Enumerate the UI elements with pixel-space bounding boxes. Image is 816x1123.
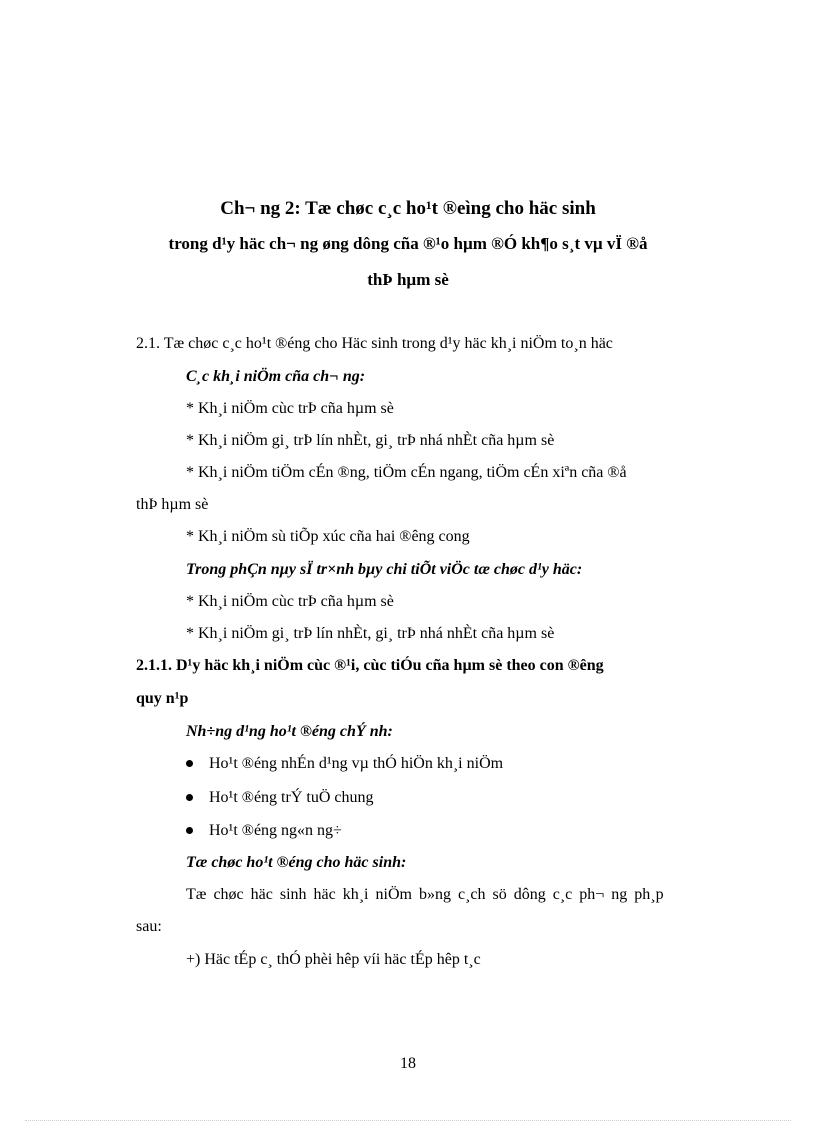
page-number: 18 <box>400 1055 416 1072</box>
detail-item: * Kh¸i niÖm gi¸ trÞ lín nhÈt, gi¸ trÞ nhá nhÈt cña hµm sè <box>186 625 555 642</box>
bullet-dot-icon <box>186 827 193 834</box>
concepts-heading: C¸c kh¸i niÖm cña ch¬ ng: <box>186 368 366 385</box>
footer-divider <box>25 1120 791 1121</box>
activity-bullet-item <box>186 755 503 773</box>
activity-text: Ho¹t ®éng nhÉn d¹ng vµ thÓ hiÖn kh¸i niÖm <box>209 755 504 772</box>
organize-paragraph-continuation: sau: <box>136 918 162 935</box>
learning-method-line: +) Häc tÉp c¸ thÓ phèi hêp víi häc tÉp hêp t¸c <box>186 951 481 968</box>
section-2-1-heading: 2.1. Tæ chøc c¸c ho¹t ®éng cho Häc sinh trong d¹y häc kh¸i niÖm to¸n häc <box>136 335 613 352</box>
organize-paragraph: Tæ chøc häc sinh häc kh¸i niÖm b»ng c¸ch sö dông c¸c ph¬ ng ph¸p <box>186 886 664 903</box>
organize-heading: Tæ chøc ho¹t ®éng cho häc sinh: <box>186 854 407 871</box>
activities-heading: Nh÷ng d¹ng ho¹t ®éng chÝ nh: <box>186 723 393 740</box>
activity-text: Ho¹t ®éng trÝ tuÖ chung <box>209 789 374 806</box>
section-2-1-1-heading: 2.1.1. D¹y häc kh¸i niÖm cùc ®¹i, cùc tiÓu cña hµm sè theo con ®êng <box>136 657 604 674</box>
concept-item: * Kh¸i niÖm sù tiÕp xúc cña hai ®êng cong <box>186 528 470 545</box>
activity-bullet-item <box>186 789 373 807</box>
detail-item: * Kh¸i niÖm cùc trÞ cña hµm sè <box>186 593 394 610</box>
chapter-title-line-3: thÞ hµm sè <box>367 270 449 289</box>
activity-text: Ho¹t ®éng ng«n ng÷ <box>209 822 342 839</box>
bullet-dot-icon <box>186 794 193 801</box>
chapter-title-line-1: Ch¬ ng 2: Tæ chøc c¸c ho¹t ®eìng cho häc sinh <box>220 198 596 219</box>
section-2-1-1-heading-continuation: quy n¹p <box>136 690 189 707</box>
concept-item: * Kh¸i niÖm tiÖm cÉn ®ng, tiÖm cÉn ngang, tiÖm cÉn xiªn cña ®å <box>186 464 627 481</box>
bullet-dot-icon <box>186 760 193 767</box>
concept-item: * Kh¸i niÖm gi¸ trÞ lín nhÈt, gi¸ trÞ nhá nhÈt cña hµm sè <box>186 432 555 449</box>
chapter-title-line-2: trong d¹y häc ch¬ ng øng dông cña ®¹o hµm ®Ó kh¶o s¸t vµ vÏ ®å <box>168 234 648 253</box>
detail-heading: Trong phÇn nµy sÏ tr×nh bµy chi tiÕt viÖc tæ chøc d¹y häc: <box>186 561 583 578</box>
concept-item: * Kh¸i niÖm cùc trÞ cña hµm sè <box>186 400 394 417</box>
concept-item-continuation: thÞ hµm sè <box>136 496 209 513</box>
activity-bullet-item <box>186 822 342 840</box>
